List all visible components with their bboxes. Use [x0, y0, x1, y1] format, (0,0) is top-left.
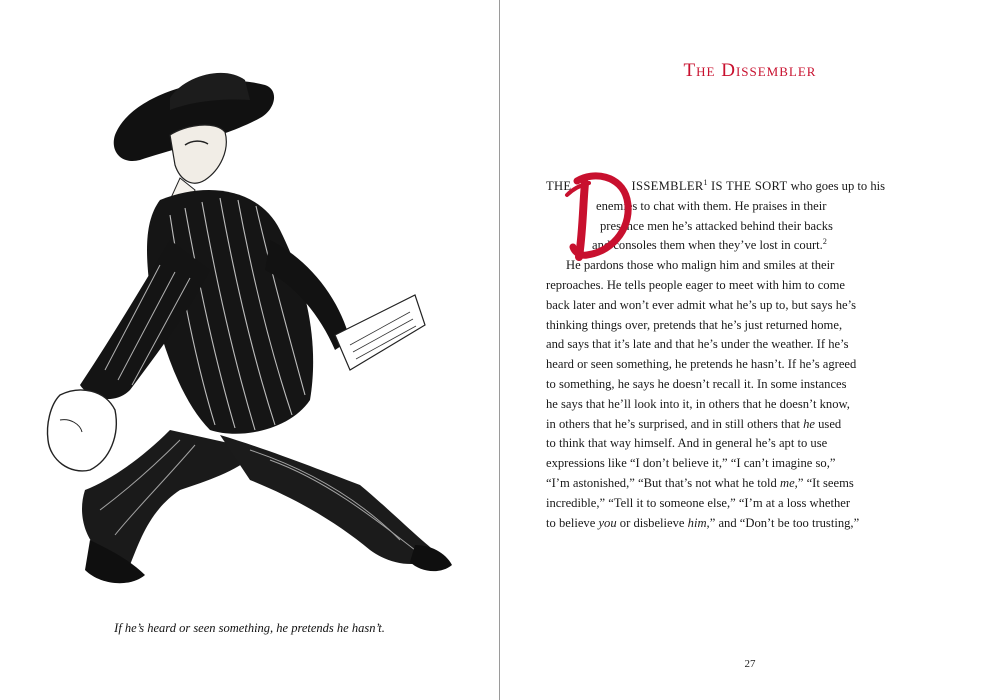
text-line-18-italic-2: him,: [687, 515, 710, 530]
footnote-marker-1: 1: [703, 177, 708, 187]
text-line-17: incredible,” “Tell it to someone else,” “I’m at a loss whether: [546, 495, 851, 510]
left-page: [0, 0, 499, 700]
text-line-18-mid: or disbelieve: [616, 515, 688, 530]
text-line-16: [546, 474, 936, 494]
body-text: [546, 177, 936, 533]
opening-word-rest: ISSEMBLER: [631, 179, 704, 193]
page-number: 27: [744, 658, 756, 670]
right-page: [500, 0, 1000, 700]
illustration-caption: If he’s heard or seen something, he pretends he hasn’t.: [114, 621, 385, 635]
text-line-13-body: in others that he’s surprised, and in still others that: [546, 416, 800, 431]
text-line-13-italic: he: [803, 416, 815, 431]
opening-word: THE: [546, 179, 572, 193]
chapter-title: The Dissembler: [683, 60, 817, 81]
text-line-16-body: “I’m astonished,” “But that’s not what he told: [546, 475, 777, 490]
text-line-9: and says that it’s late and that he’s under the weather. If he’s: [546, 337, 849, 352]
text-line-18-body: to believe: [546, 515, 596, 530]
text-line-4-body: and consoles them when they’ve lost in court.: [592, 238, 823, 253]
text-line-5: He pardons those who malign him and smiles at their: [566, 258, 835, 273]
text-line-18: [546, 514, 936, 534]
text-line-14: to think that way himself. And in general he’s apt to use: [546, 436, 828, 451]
text-line-10: heard or seen something, he pretends he hasn’t. If he’s agreed: [546, 357, 857, 372]
dissembler-illustration: [20, 40, 480, 600]
text-line-7: back later and won’t ever admit what he’s up to, but says he’s: [546, 297, 856, 312]
text-line-6: reproaches. He tells people eager to meet with him to come: [546, 277, 845, 292]
text-line-16-tail: ” “It seems: [797, 475, 854, 490]
text-line-18-italic-1: you: [598, 515, 617, 530]
text-line-3: presence men he’s attacked behind their backs: [600, 218, 833, 233]
opening-phrase: IS THE SORT: [707, 179, 788, 193]
footnote-marker-2: 2: [822, 237, 827, 247]
drop-cap-letter: [563, 169, 635, 261]
text-line-1: [546, 177, 936, 197]
text-line-16-italic: me,: [780, 475, 798, 490]
text-line-11: to something, he says he doesn’t recall it. In some instances: [546, 376, 847, 391]
text-line-1-tail: who goes up to his: [787, 179, 886, 193]
text-line-12: he says that he’ll look into it, in others that he doesn’t know,: [546, 396, 850, 411]
text-line-18-tail: ” and “Don’t be too trusting,”: [709, 515, 860, 530]
text-line-13-tail: used: [814, 416, 842, 431]
text-line-15: expressions like “I don’t believe it,” “I can’t imagine so,”: [546, 456, 836, 471]
text-line-2: enemies to chat with them. He praises in their: [596, 198, 827, 213]
text-line-8: thinking things over, pretends that he’s just returned home,: [546, 317, 843, 332]
text-line-13: [546, 415, 936, 435]
